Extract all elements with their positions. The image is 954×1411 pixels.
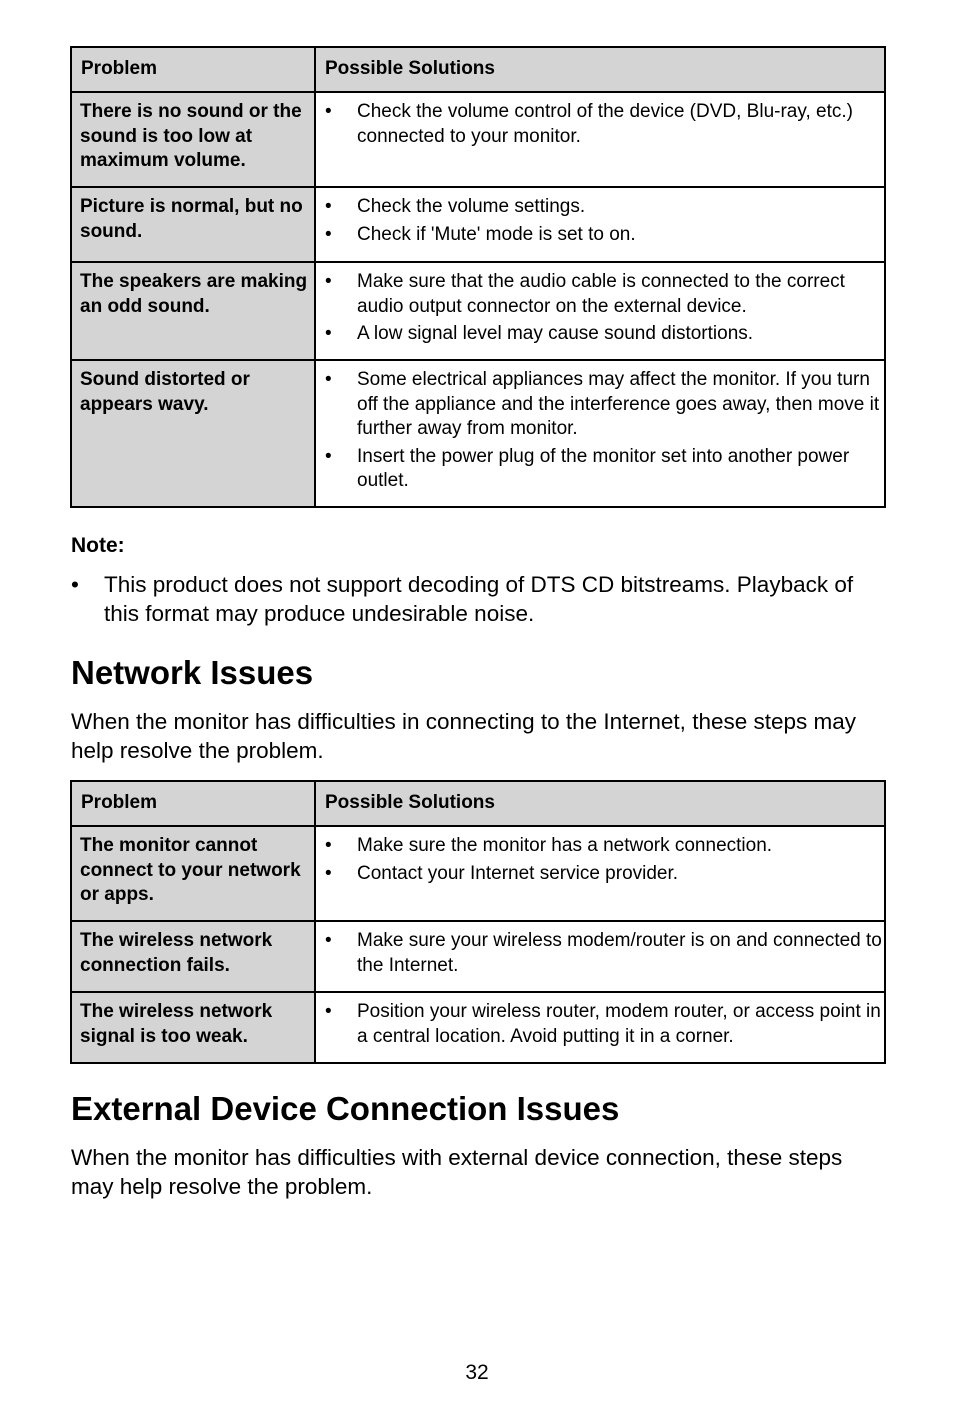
table-row bbox=[71, 92, 885, 187]
table-header-row bbox=[71, 47, 885, 92]
table-header-row bbox=[71, 781, 885, 826]
solution-item: • Make sure the monitor has a network connection. bbox=[316, 834, 884, 859]
external-device-intro: When the monitor has difficulties with external device connection, these steps may help resolve the problem. bbox=[71, 1145, 843, 1199]
column-header-problem: Problem bbox=[71, 781, 315, 826]
table-row bbox=[71, 187, 885, 262]
column-header-solutions: Possible Solutions bbox=[315, 781, 885, 826]
solutions-cell bbox=[315, 826, 885, 921]
solution-item: • Check the volume settings. bbox=[316, 195, 884, 220]
table-row bbox=[71, 921, 885, 992]
page-number: 32 bbox=[465, 1361, 489, 1384]
column-header-problem: Problem bbox=[71, 47, 315, 92]
note-heading: Note: bbox=[71, 534, 125, 557]
solution-item: • Contact your Internet service provider. bbox=[316, 862, 884, 887]
solution-item: • Make sure your wireless modem/router is on and connected to the Internet. bbox=[316, 929, 884, 978]
note-item: • This product does not support decoding of DTS CD bitstreams. Playback of this format may produce undesirable noise. bbox=[71, 570, 881, 628]
solutions-cell bbox=[315, 187, 885, 262]
problem-cell: The monitor cannot connect to your network or apps. bbox=[71, 826, 315, 921]
note-list bbox=[71, 570, 881, 628]
solution-item: • Check the volume control of the device (DVD, Blu-ray, etc.) connected to your monitor. bbox=[316, 100, 884, 149]
sound-troubleshooting-table bbox=[70, 46, 886, 508]
network-intro: When the monitor has difficulties in connecting to the Internet, these steps may help resolve the problem. bbox=[71, 709, 857, 763]
solutions-cell bbox=[315, 360, 885, 507]
solution-item: • A low signal level may cause sound distortions. bbox=[316, 322, 884, 347]
problem-cell: There is no sound or the sound is too low at maximum volume. bbox=[71, 92, 315, 187]
problem-cell: The wireless network connection fails. bbox=[71, 921, 315, 992]
table-row bbox=[71, 262, 885, 360]
solutions-cell bbox=[315, 992, 885, 1063]
problem-cell: Sound distorted or appears wavy. bbox=[71, 360, 315, 507]
solution-item: • Make sure that the audio cable is connected to the correct audio output connector on the external device. bbox=[316, 270, 884, 319]
table-row bbox=[71, 360, 885, 507]
solutions-cell bbox=[315, 262, 885, 360]
network-troubleshooting-table bbox=[70, 780, 886, 1064]
section-title-external-device: External Device Connection Issues bbox=[71, 1090, 620, 1127]
solutions-cell bbox=[315, 92, 885, 187]
solutions-cell bbox=[315, 921, 885, 992]
column-header-solutions: Possible Solutions bbox=[315, 47, 885, 92]
problem-cell: The wireless network signal is too weak. bbox=[71, 992, 315, 1063]
solution-item: • Some electrical appliances may affect the monitor. If you turn off the appliance and the interference goes away, then move it further away from monitor. bbox=[316, 368, 884, 442]
table-row bbox=[71, 826, 885, 921]
table-row bbox=[71, 992, 885, 1063]
solution-item: • Insert the power plug of the monitor set into another power outlet. bbox=[316, 445, 884, 494]
section-title-network: Network Issues bbox=[71, 654, 314, 691]
problem-cell: Picture is normal, but no sound. bbox=[71, 187, 315, 262]
problem-cell: The speakers are making an odd sound. bbox=[71, 262, 315, 360]
solution-item: • Position your wireless router, modem router, or access point in a central location. Avoid putting it in a corner. bbox=[316, 1000, 884, 1049]
solution-item: • Check if 'Mute' mode is set to on. bbox=[316, 223, 884, 248]
